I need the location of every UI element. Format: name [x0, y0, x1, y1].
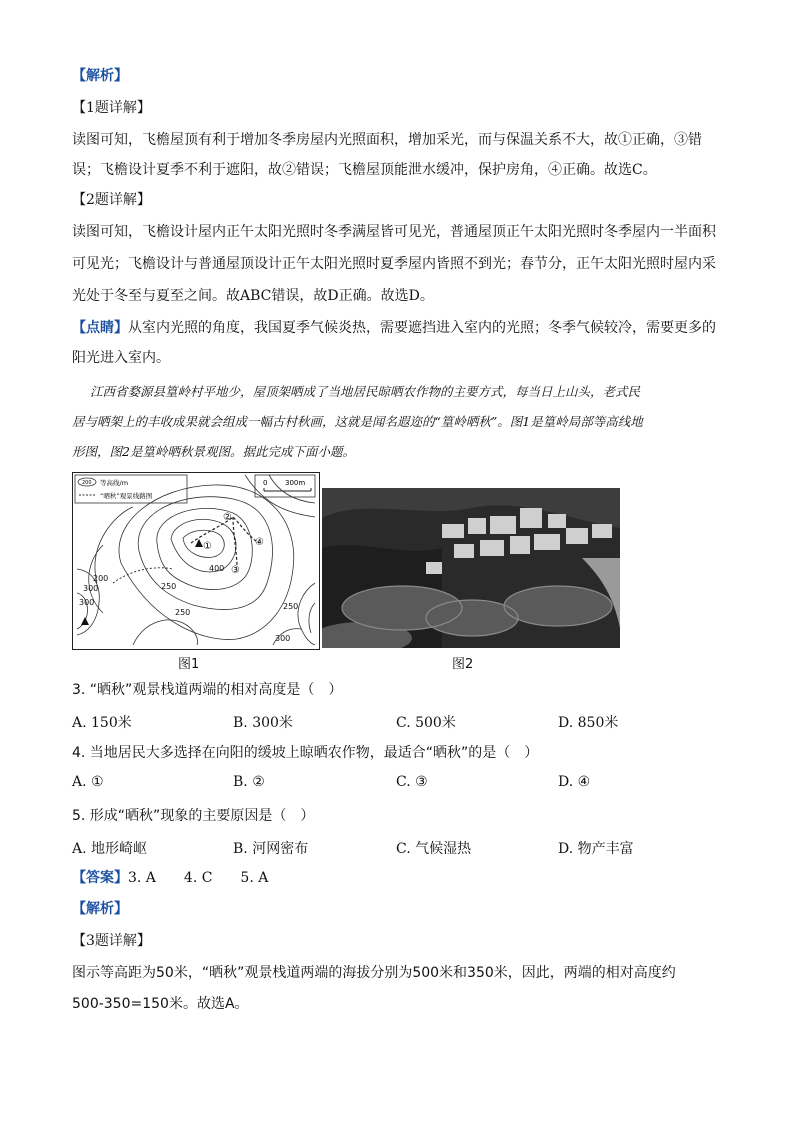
- contour-label-300-c: 300: [83, 584, 99, 593]
- route-branch-path: [113, 568, 173, 583]
- marker-1: ①: [203, 541, 212, 552]
- tip-text: 从室内光照的角度，我国夏季气候炎热，需要遮挡进入室内的光照；冬季气候较冷，需要更多的: [128, 320, 716, 336]
- question-2-detail-heading: 【2题详解】: [72, 192, 151, 208]
- q4-option-d[interactable]: D. ④: [558, 774, 591, 790]
- q5-option-d[interactable]: D. 物产丰富: [558, 841, 634, 857]
- answer-line: [72, 868, 268, 888]
- q3-option-d[interactable]: D. 850米: [558, 715, 619, 731]
- tip-line-2: 阳光进入室内。: [72, 350, 170, 366]
- figure-2-caption: 图2: [452, 657, 474, 672]
- autumn-drying-photo: [322, 488, 620, 648]
- q4-option-a[interactable]: A. ①: [72, 774, 104, 790]
- q3-explanation-line-2: 500-350=150米。故选A。: [72, 996, 249, 1012]
- q3-option-a[interactable]: A. 150米: [72, 715, 132, 731]
- question-5-stem: 5. 形成“晒秋”现象的主要原因是（ ）: [72, 808, 315, 824]
- answer-tag: 【答案】: [72, 870, 128, 886]
- q2-explanation-line-3: 光处于冬至与夏至之间。故ABC错误，故D正确。故选D。: [72, 288, 434, 304]
- q5-option-a[interactable]: A. 地形崎岖: [72, 841, 148, 857]
- analysis-heading-2: 【解析】: [72, 901, 128, 917]
- viewing-route-path: [191, 517, 259, 567]
- contour-label-250-a: 250: [161, 582, 177, 591]
- q3-option-b[interactable]: B. 300米: [233, 715, 293, 731]
- q2-explanation-line-2: 可见光；飞檐设计与普通屋顶设计正午太阳光照时夏季屋内皆照不到光；春节分，正午太阳光照时屋内采: [72, 256, 716, 272]
- scale-zero-label: 0: [263, 479, 268, 487]
- contour-label-250-b: 250: [175, 608, 191, 617]
- legend-route-label: “晒秋”观景线路图: [100, 492, 153, 500]
- q3-option-c[interactable]: C. 500米: [396, 715, 456, 731]
- question-4-stem: 4. 当地居民大多选择在向阳的缓坡上晾晒农作物，最适合“晒秋”的是（ ）: [72, 745, 539, 761]
- contour-map-figure: [72, 472, 320, 650]
- question-3-stem: 3. “晒秋”观景栈道两端的相对高度是（ ）: [72, 682, 343, 698]
- question-1-detail-heading: 【1题详解】: [72, 100, 151, 116]
- q1-explanation-line-1: 读图可知，飞檐屋顶有利于增加冬季房屋内光照面积，增加采光，而与保温关系不大，故①正确，③错: [72, 132, 702, 148]
- marker-3: ③: [231, 565, 240, 576]
- q5-option-b[interactable]: B. 河网密布: [233, 841, 309, 857]
- contour-label-200: 200: [93, 574, 109, 583]
- marker-4: ④: [255, 537, 264, 548]
- marker-2: ②: [223, 512, 232, 523]
- q5-option-c[interactable]: C. 气候湿热: [396, 841, 472, 857]
- peak-triangle-secondary: [81, 617, 89, 625]
- contour-label-300-b: 300: [275, 634, 291, 643]
- question-3-detail-heading: 【3题详解】: [72, 933, 151, 949]
- q3-explanation-line-1: 图示等高距为50米，“晒秋”观景栈道两端的海拔分别为500米和350米，因此，两端的相对高度约: [72, 965, 676, 981]
- passage-line-2: 居与晒架上的丰收成果就会组成一幅古村秋画，这就是闻名遐迩的“篁岭晒秋”。图1是篁岭局部等高线地: [72, 414, 643, 429]
- passage-line-3: 形图，图2是篁岭晒秋景观图。据此完成下面小题。: [72, 444, 355, 459]
- peak-triangle-main: [195, 539, 203, 547]
- answer-text: 3. A 4. C 5. A: [128, 870, 269, 886]
- q4-option-c[interactable]: C. ③: [396, 774, 428, 790]
- legend-contour-label: 等高线/m: [100, 479, 129, 487]
- contour-label-300-a: 300: [79, 598, 95, 607]
- q1-explanation-line-2: 误；飞檐设计夏季不利于遮阳，故②错误；飞檐屋顶能泄水缓冲，保护房角，④正确。故选C。: [72, 162, 657, 178]
- tip-line-1: [72, 318, 716, 338]
- contour-map-drawing: [73, 473, 318, 648]
- contour-label-400: 400: [209, 564, 225, 573]
- q2-explanation-line-1: 读图可知，飞檐设计屋内正午太阳光照时冬季满屋皆可见光，普通屋顶正午太阳光照时冬季屋内一半面积: [72, 224, 716, 240]
- tip-tag: 【点睛】: [72, 320, 128, 336]
- q4-option-b[interactable]: B. ②: [233, 774, 265, 790]
- photo-scene: [322, 488, 620, 648]
- scale-length-label: 300m: [285, 479, 306, 487]
- analysis-heading: 【解析】: [72, 68, 128, 84]
- contour-label-250-c: 250: [283, 602, 299, 611]
- passage-line-1: 江西省婺源县篁岭村平地少，屋顶架晒成了当地居民晾晒农作物的主要方式，每当日上山头，老式民: [90, 384, 641, 399]
- figure-1-caption: 图1: [178, 657, 200, 672]
- legend-contour-value: 200: [82, 480, 92, 486]
